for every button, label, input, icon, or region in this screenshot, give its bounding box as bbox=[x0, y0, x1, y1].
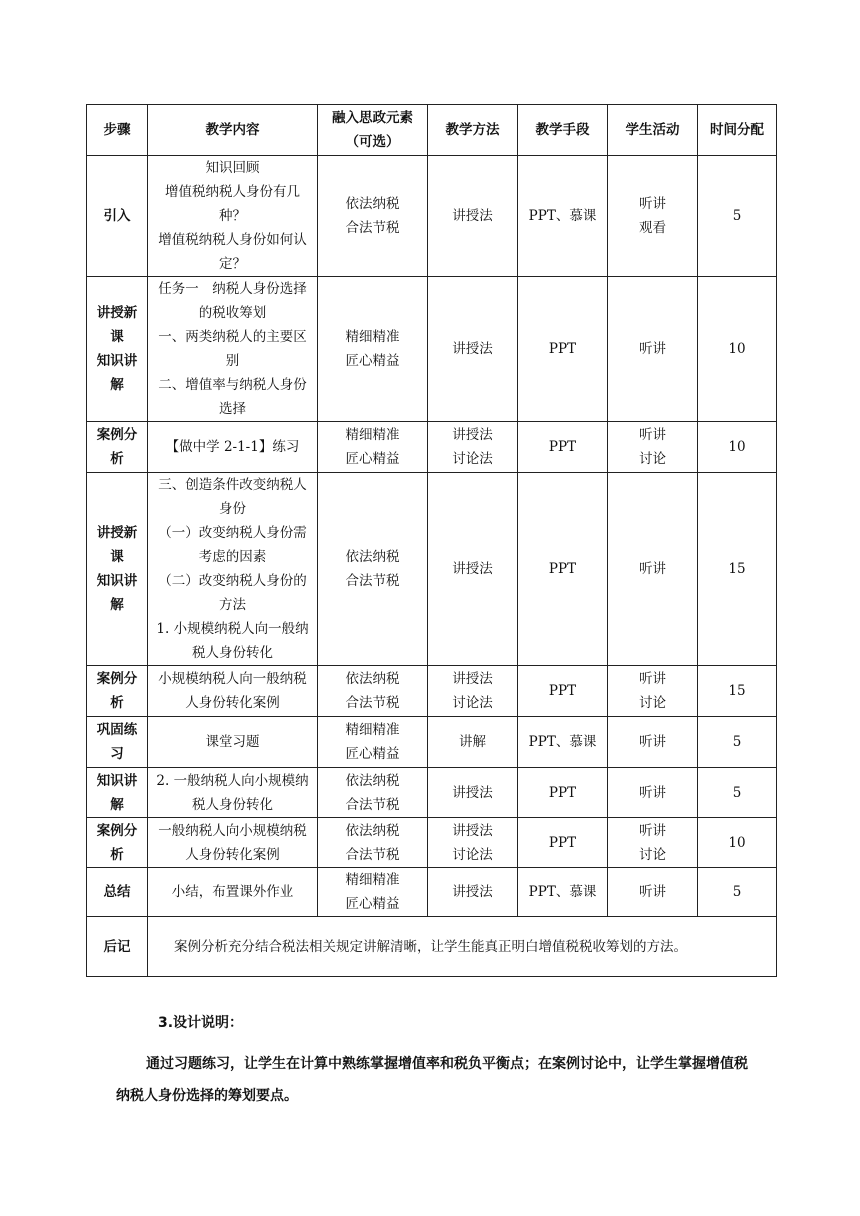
header-time: 时间分配 bbox=[698, 105, 777, 156]
cell-content: 一般纳税人向小规模纳税人身份转化案例 bbox=[148, 818, 318, 868]
cell-activity: 听讲 bbox=[608, 473, 698, 666]
cell-time: 15 bbox=[698, 666, 777, 717]
lesson-plan-table bbox=[86, 104, 777, 977]
table-row bbox=[87, 768, 777, 818]
cell-method: 讲授法 bbox=[428, 768, 518, 818]
cell-ideology: 精细精准 匠心精益 bbox=[318, 422, 428, 473]
table-row bbox=[87, 666, 777, 717]
table-row bbox=[87, 422, 777, 473]
afterword-text: 案例分析充分结合税法相关规定讲解清晰，让学生能真正明白增值税税收筹划的方法。 bbox=[148, 917, 777, 977]
cell-content: 小规模纳税人向一般纳税人身份转化案例 bbox=[148, 666, 318, 717]
cell-method: 讲授法 讨论法 bbox=[428, 818, 518, 868]
header-step: 步骤 bbox=[87, 105, 148, 156]
cell-activity: 听讲 bbox=[608, 868, 698, 917]
header-content: 教学内容 bbox=[148, 105, 318, 156]
cell-means: PPT bbox=[518, 422, 608, 473]
afterword-row bbox=[87, 917, 777, 977]
table-row bbox=[87, 868, 777, 917]
afterword-label: 后记 bbox=[87, 917, 148, 977]
cell-time: 10 bbox=[698, 818, 777, 868]
cell-method: 讲授法 bbox=[428, 473, 518, 666]
cell-method: 讲解 bbox=[428, 717, 518, 768]
cell-time: 15 bbox=[698, 473, 777, 666]
design-section-title: 3.设计说明： bbox=[158, 1015, 244, 1031]
cell-step: 案例分析 bbox=[87, 666, 148, 717]
table-row bbox=[87, 473, 777, 666]
header-activity: 学生活动 bbox=[608, 105, 698, 156]
cell-step: 引入 bbox=[87, 156, 148, 277]
cell-step: 讲授新课 知识讲解 bbox=[87, 277, 148, 422]
table-row bbox=[87, 818, 777, 868]
cell-means: PPT bbox=[518, 768, 608, 818]
cell-content: 任务一 纳税人身份选择的税收筹划 一、两类纳税人的主要区别 二、增值率与纳税人身份选择 bbox=[148, 277, 318, 422]
cell-activity: 听讲 bbox=[608, 768, 698, 818]
cell-step: 巩固练习 bbox=[87, 717, 148, 768]
design-section-body: 通过习题练习，让学生在计算中熟练掌握增值率和税负平衡点；在案例讨论中，让学生掌握增值税纳税人身份选择的筹划要点。 bbox=[116, 1056, 748, 1104]
cell-time: 10 bbox=[698, 277, 777, 422]
cell-ideology: 精细精准 匠心精益 bbox=[318, 277, 428, 422]
cell-content: 课堂习题 bbox=[148, 717, 318, 768]
cell-step: 讲授新课 知识讲解 bbox=[87, 473, 148, 666]
cell-time: 5 bbox=[698, 156, 777, 277]
table-row bbox=[87, 156, 777, 277]
cell-ideology: 依法纳税 合法节税 bbox=[318, 818, 428, 868]
cell-ideology: 依法纳税 合法节税 bbox=[318, 473, 428, 666]
cell-activity: 听讲 bbox=[608, 277, 698, 422]
cell-ideology: 依法纳税 合法节税 bbox=[318, 768, 428, 818]
cell-content: 小结，布置课外作业 bbox=[148, 868, 318, 917]
cell-step: 知识讲解 bbox=[87, 768, 148, 818]
table-row bbox=[87, 277, 777, 422]
cell-activity: 听讲 讨论 bbox=[608, 422, 698, 473]
cell-content: 三、创造条件改变纳税人身份 （一）改变纳税人身份需考虑的因素 （二）改变纳税人身份的方法 1. 小规模纳税人向一般纳税人身份转化 bbox=[148, 473, 318, 666]
cell-means: PPT bbox=[518, 818, 608, 868]
cell-time: 5 bbox=[698, 868, 777, 917]
cell-step: 总结 bbox=[87, 868, 148, 917]
cell-means: PPT bbox=[518, 473, 608, 666]
cell-content: 2. 一般纳税人向小规模纳税人身份转化 bbox=[148, 768, 318, 818]
cell-means: PPT bbox=[518, 277, 608, 422]
cell-content: 知识回顾 增值税纳税人身份有几种？ 增值税纳税人身份如何认定？ bbox=[148, 156, 318, 277]
cell-means: PPT bbox=[518, 666, 608, 717]
cell-ideology: 精细精准 匠心精益 bbox=[318, 717, 428, 768]
cell-means: PPT、慕课 bbox=[518, 868, 608, 917]
header-ideology: 融入思政元素 （可选） bbox=[318, 105, 428, 156]
cell-activity: 听讲 讨论 bbox=[608, 666, 698, 717]
cell-content: 【做中学 2-1-1】练习 bbox=[148, 422, 318, 473]
cell-method: 讲授法 讨论法 bbox=[428, 666, 518, 717]
cell-time: 10 bbox=[698, 422, 777, 473]
header-means: 教学手段 bbox=[518, 105, 608, 156]
cell-ideology: 依法纳税 合法节税 bbox=[318, 666, 428, 717]
cell-method: 讲授法 bbox=[428, 868, 518, 917]
cell-means: PPT、慕课 bbox=[518, 156, 608, 277]
cell-step: 案例分析 bbox=[87, 818, 148, 868]
cell-ideology: 精细精准 匠心精益 bbox=[318, 868, 428, 917]
cell-activity: 听讲 讨论 bbox=[608, 818, 698, 868]
header-method: 教学方法 bbox=[428, 105, 518, 156]
cell-time: 5 bbox=[698, 717, 777, 768]
cell-ideology: 依法纳税 合法节税 bbox=[318, 156, 428, 277]
cell-time: 5 bbox=[698, 768, 777, 818]
cell-method: 讲授法 讨论法 bbox=[428, 422, 518, 473]
table-header-row bbox=[87, 105, 777, 156]
table-row bbox=[87, 717, 777, 768]
cell-activity: 听讲 bbox=[608, 717, 698, 768]
cell-activity: 听讲 观看 bbox=[608, 156, 698, 277]
cell-method: 讲授法 bbox=[428, 277, 518, 422]
cell-step: 案例分析 bbox=[87, 422, 148, 473]
cell-method: 讲授法 bbox=[428, 156, 518, 277]
cell-means: PPT、慕课 bbox=[518, 717, 608, 768]
